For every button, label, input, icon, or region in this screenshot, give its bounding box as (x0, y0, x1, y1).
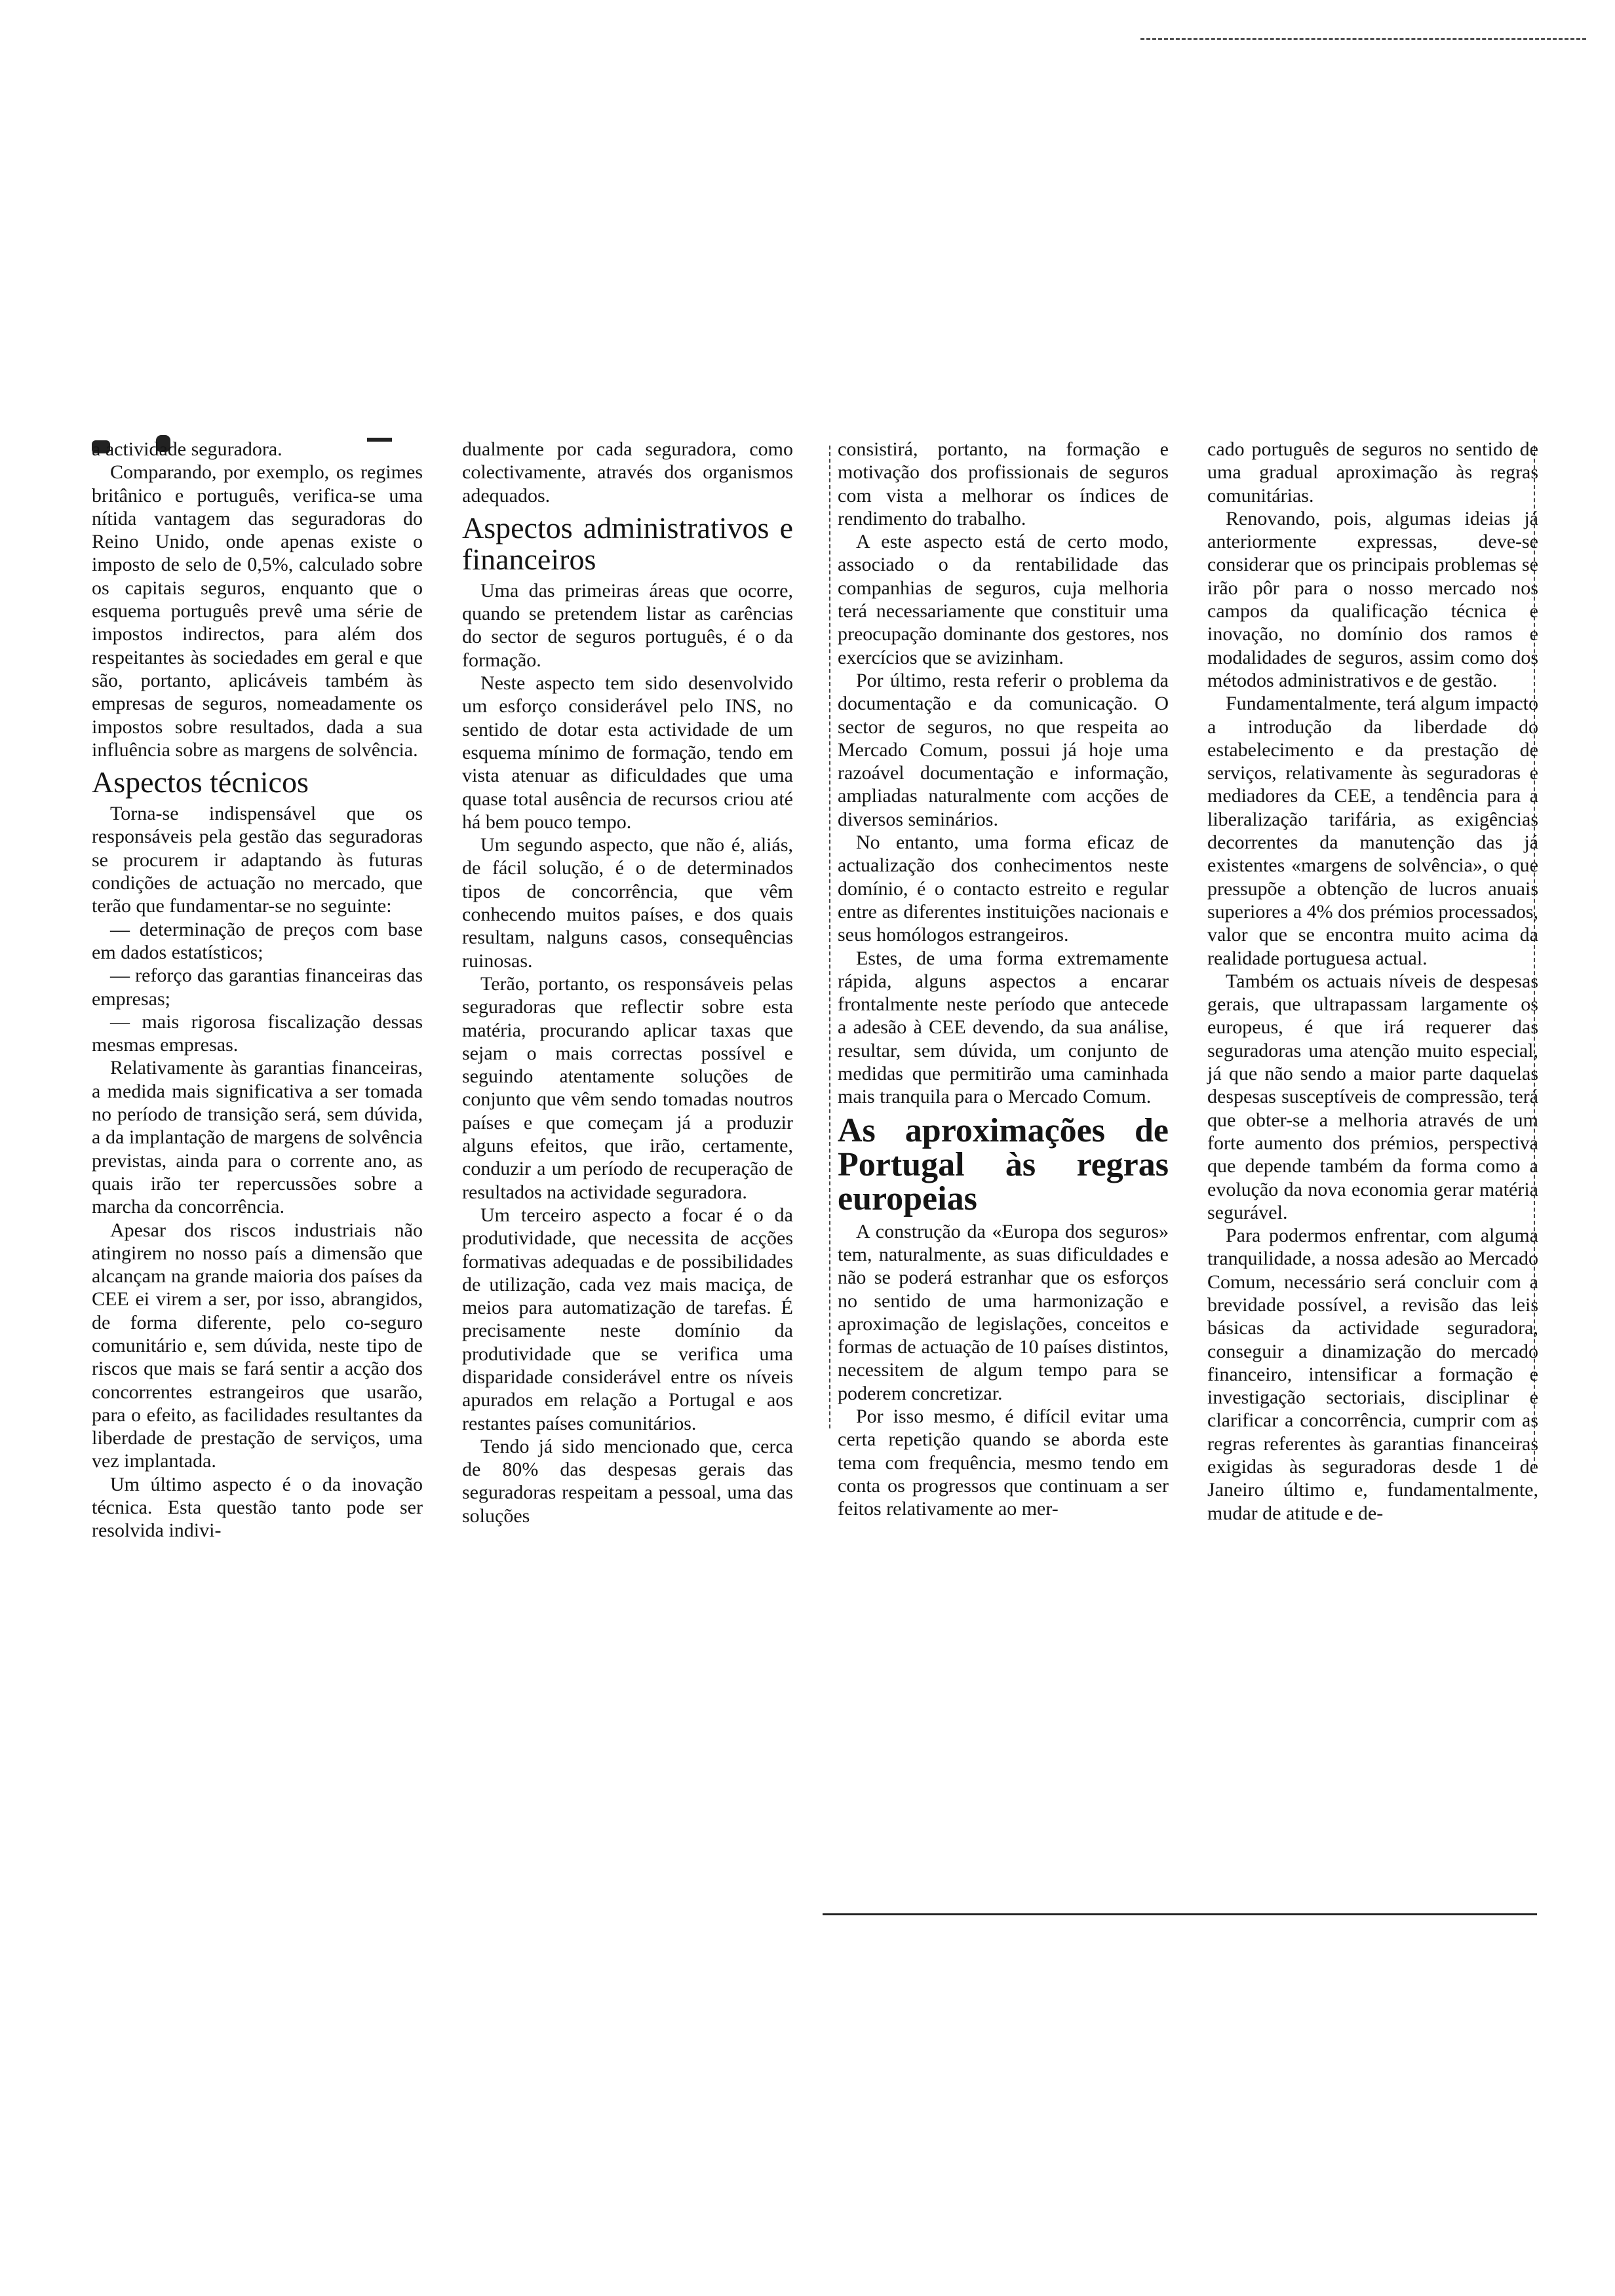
section-heading-aspectos-tecnicos: Aspectos técnicos (92, 765, 309, 799)
paragraph: Um segundo aspecto, que não é, aliás, de fácil solução, é o de determinados tipos de concorrência, que vêm conhecendo muitos países, e dos quais resultam, nalguns casos, consequências ruinosas. (462, 834, 793, 972)
column-divider (829, 446, 830, 1428)
paragraph: Estes, de uma forma extremamente rápida, alguns aspectos a encarar frontalmente neste período que antecede a adesão à CEE devendo, da sua análise, resultar, sem dúvida, um conjunto de medidas que permitirão uma caminhada mais tranquila para o Mercado Comum. (838, 947, 1169, 1108)
paragraph: Terão, portanto, os responsáveis pelas seguradoras que reflectir sobre esta matéria, procurando aplicar taxas que sejam o mais correctas possível e seguindo atentamente soluções de conjunto que vêm sendo tomadas noutros países e que começam já a produzir alguns efeitos, que irão, certamente, conduzir a um período de recuperação de resultados na actividade seguradora. (462, 972, 793, 1203)
paragraph: consistirá, portanto, na formação e motivação dos profissionais de seguros com vista a melhorar os índices de rendimento do trabalho. (838, 438, 1169, 529)
list-item: — reforço das garantias financeiras das empresas; (92, 965, 423, 1010)
list-item: — determinação de preços com base em dados estatísticos; (92, 918, 423, 963)
paragraph: Para podermos enfrentar, com alguma tranquilidade, a nossa adesão ao Mercado Comum, necessário será concluir com a brevidade possível, a revisão das leis básicas da actividade seguradora, conseguir a dinamização do mercado financeiro, intensificar a formação e investigação sectoriais, disciplinar e clarificar a concorrência, cumprir com as regras referentes às garantias financeiras exigidas às seguradoras desde 1 de Janeiro último e, fundamentalmente, mudar de atitude e de- (1207, 1225, 1538, 1524)
section-heading-aproximacoes: As aproximações de Portugal às regras europeias (838, 1111, 1169, 1217)
paragraph: Uma das primeiras áreas que ocorre, quando se pretendem listar as carências do sector de seguros português, é o da formação. (462, 579, 793, 671)
paragraph: A este aspecto está de certo modo, associado o da rentabilidade das companhias de seguros, cuja melhoria terá necessariamente que constituir uma preocupação dominante dos gestores, nos exercícios que se avizinham. (838, 531, 1169, 668)
paragraph: Apesar dos riscos industriais não atingirem no nosso país a dimensão que alcançam na grande maioria dos países da CEE ei virem a ser, por isso, abrangidos, de forma diferente, pelo co-seguro comunitário e, sem dúvida, neste tipo de riscos que mais se fará sentir a acção dos concorrentes estrangeiros que usarão, para o efeito, as facilidades resultantes da liberdade de prestação de serviços, uma vez implantada. (92, 1219, 423, 1472)
article-column-1 (92, 438, 423, 1542)
scan-artifact-top-line (1140, 38, 1586, 40)
paragraph: Também os actuais níveis de despesas gerais, que ultrapassam largamente os europeus, é que irá requerer das seguradoras uma atenção muito especial, já que não sendo a maior parte daquelas despesas susceptíveis de compressão, terá que obter-se a melhoria através de um forte aumento dos prémios, perspectiva que depende também da forma como a evolução da nova economia gerar matéria segurável. (1207, 970, 1538, 1223)
article-column-3 (838, 438, 1169, 1520)
paragraph: Torna-se indispensável que os responsáveis pela gestão das seguradoras se procurem ir adaptando às futuras condições de actuação no mercado, que terão que fundamentar-se no seguinte: (92, 803, 423, 917)
paragraph: Por isso mesmo, é difícil evitar uma certa repetição quando se aborda este tema com frequência, mesmo tendo em conta os progressos que continuam a ser feitos relativamente ao mer- (838, 1405, 1169, 1520)
paragraph: Renovando, pois, algumas ideias já anteriormente expressas, deve-se considerar que os principais problemas se irão pôr para o nosso mercado nos campos da qualificação técnica e inovação, no domínio dos ramos e modalidades de seguros, assim como dos métodos administrativos e de gestão. (1207, 507, 1538, 691)
paragraph: Fundamentalmente, terá algum impacto a introdução da liberdade do estabelecimento e da prestação de serviços, relativamente às seguradoras e mediadores da CEE, a tendência para a liberalização tarifária, as exigências decorrentes da manutenção das já existentes «margens de solvência», o que pressupõe a obtenção de lucros anuais superiores a 4% dos prémios processados, valor que se encontra muito acima da realidade portuguesa actual. (1207, 693, 1538, 969)
paragraph: cado português de seguros no sentido de uma gradual aproximação às regras comunitárias. (1207, 438, 1538, 507)
paragraph: Por último, resta referir o problema da documentação e da comunicação. O sector de seguros, no que respeita ao Mercado Comum, possui já hoje uma razoável documentação e informação, ampliadas naturalmente com acções de diversos seminários. (838, 669, 1169, 830)
paragraph: Relativamente às garantias financeiras, a medida mais significativa a ser tomada no período de transição será, sem dúvida, a da implantação de margens de solvência previstas, ainda para o corrente ano, as quais irão ter repercussões sobre a marcha da concorrência. (92, 1057, 423, 1218)
paragraph: No entanto, uma forma eficaz de actualização dos conhecimentos neste domínio, é o contacto estreito e regular entre as diferentes instituições nacionais e seus homólogos estrangeiros. (838, 832, 1169, 946)
paragraph: Um terceiro aspecto a focar é o da produtividade, que necessita de acções formativas adequadas e de possibilidades de utilização, cada vez mais maciça, de meios para automatização de tarefas. É precisamente neste domínio da produtividade que se verifica uma disparidade considerável entre os níveis apurados em relação a Portugal e aos restantes países comunitários. (462, 1204, 793, 1434)
paragraph: Comparando, por exemplo, os regimes britânico e português, verifica-se uma nítida vantagem das seguradoras do Reino Unido, onde apenas existe o imposto de selo de 0,5%, calculado sobre os capitais seguros, enquanto que o esquema português prevê uma série de impostos indirectos, para além dos respeitantes às sociedades em geral e que são, portanto, aplicáveis também às empresas de seguros, nomeadamente os impostos sobre resultados, dada a sua influência sobre as margens de solvência. (92, 461, 423, 761)
article-column-4 (1207, 438, 1538, 1525)
paragraph: a actividade seguradora. (92, 438, 282, 460)
paragraph: dualmente por cada seguradora, como colectivamente, através dos organismos adequados. (462, 438, 793, 507)
paragraph: Tendo já sido mencionado que, cerca de 80% das despesas gerais das seguradoras respeitam a pessoal, uma das soluções (462, 1435, 793, 1527)
bottom-rule (823, 1913, 1537, 1915)
paragraph: Neste aspecto tem sido desenvolvido um esforço considerável pelo INS, no sentido de dotar esta actividade de um esquema mínimo de formação, tendo em vista atenuar as dificuldades que uma quase total ausência de recursos criou até há bem pouco tempo. (462, 672, 793, 833)
paragraph: Um último aspecto é o da inovação técnica. Esta questão tanto pode ser resolvida indivi- (92, 1473, 423, 1542)
list-item: — mais rigorosa fiscalização dessas mesmas empresas. (92, 1010, 423, 1056)
article-column-2 (462, 438, 793, 1527)
section-heading-aspectos-administrativos: Aspectos administrativos e financeiros (462, 510, 793, 576)
paragraph: A construção da «Europa dos seguros» tem, naturalmente, as suas dificuldades e não se poderá estranhar que os esforços no sentido de uma harmonização e aproximação de legislações, conceitos e formas de actuação de 10 países distintos, necessitem de algum tempo para se poderem concretizar. (838, 1220, 1169, 1404)
